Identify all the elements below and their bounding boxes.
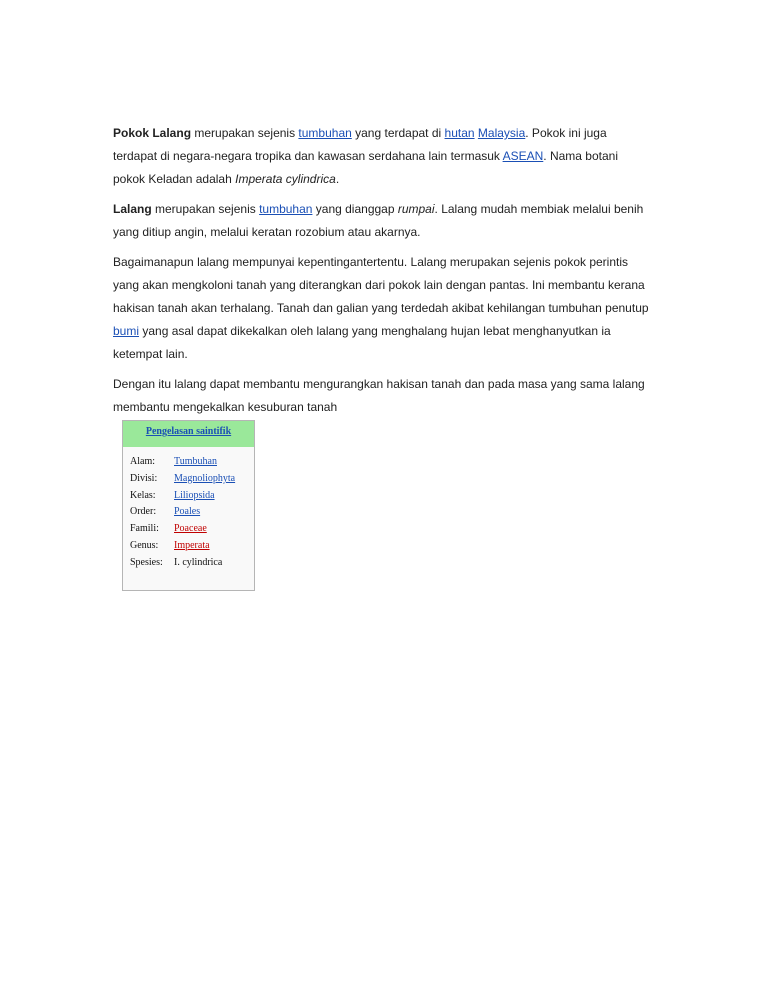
link-asean[interactable]: ASEAN xyxy=(502,149,544,163)
rank-label: Famili: xyxy=(130,523,159,535)
text: . Lalang mudah membiak melalui benih yang ditiup angin, melalui keratan rozobium atau akarnya. xyxy=(113,202,644,239)
text: merupakan sejenis xyxy=(191,126,299,140)
taxonomy-row xyxy=(130,471,254,488)
link-kelas-value[interactable]: Liliopsida xyxy=(174,489,215,501)
text: yang dianggap xyxy=(312,202,398,216)
rank-label: Kelas: xyxy=(130,489,156,501)
taxonomy-row xyxy=(130,454,254,471)
taxonomy-row xyxy=(130,538,254,555)
text: Dengan itu lalang dapat membantu mengurangkan hakisan tanah dan pada masa yang sama lalang membantu mengekalkan kesuburan tanah xyxy=(113,377,645,414)
taxonomy-row xyxy=(130,521,254,538)
taxonomy-row xyxy=(130,488,254,505)
taxonomy-title-link[interactable]: Pengelasan saintifik xyxy=(145,426,232,437)
text: . Nama botani pokok Keladan adalah xyxy=(113,149,618,186)
link-tumbuhan[interactable]: tumbuhan xyxy=(259,202,313,216)
link-divisi-value[interactable]: Magnoliophyta xyxy=(174,472,236,484)
link-bumi[interactable]: bumi xyxy=(113,324,140,338)
taxonomy-row xyxy=(130,555,254,572)
text: Bagaimanapun lalang mempunyai kepentingantertentu. Lalang merupakan sejenis pokok perintis yang akan mengkoloni tanah yang diterangkan dari pokok lain dengan pantas. Ini membantu kerana hakisan tanah akan terhalang. Tanah dan galian yang terdedah akibat kehilangan tumbuhan penutup xyxy=(113,255,649,315)
bold-term: Lalang xyxy=(113,202,152,216)
taxonomy-box xyxy=(122,420,255,591)
rank-label: Divisi: xyxy=(130,472,158,484)
link-alam-value[interactable]: Tumbuhan xyxy=(174,456,217,467)
paragraph-intro xyxy=(113,122,653,191)
species-value: I. cylindrica xyxy=(174,556,223,568)
rank-label: Order: xyxy=(130,506,157,518)
paragraph-conclusion xyxy=(113,373,653,419)
paragraph-importance xyxy=(113,251,653,366)
link-order-value[interactable]: Poales xyxy=(174,506,201,518)
text: merupakan sejenis xyxy=(151,202,260,216)
link-genus-value[interactable]: Imperata xyxy=(174,539,210,551)
article-body xyxy=(113,122,653,426)
link-tumbuhan[interactable]: tumbuhan xyxy=(298,126,352,140)
taxonomy-row xyxy=(130,504,254,521)
text: yang terdapat di xyxy=(351,126,445,140)
botanical-name: Imperata cylindrica xyxy=(235,172,336,186)
bold-term: Pokok Lalang xyxy=(113,126,192,140)
italic-term: rumpai xyxy=(397,202,435,216)
link-malaysia[interactable]: Malaysia xyxy=(477,126,526,140)
taxonomy-rows xyxy=(123,447,254,572)
link-famili-value[interactable]: Poaceae xyxy=(174,523,207,535)
text: yang asal dapat dikekalkan oleh lalang yang menghalang hujan lebat menghanyutkan ia ketempat lain. xyxy=(113,324,611,361)
rank-label: Spesies: xyxy=(130,556,163,568)
text: . xyxy=(335,172,340,186)
text: . Pokok ini juga terdapat di negara-negara tropika dan kawasan serdahana lain termasuk xyxy=(113,126,607,163)
paragraph-lalang xyxy=(113,198,653,244)
rank-label: Alam: xyxy=(130,456,155,467)
rank-label: Genus: xyxy=(130,539,159,551)
link-hutan[interactable]: hutan xyxy=(444,126,475,140)
taxonomy-header xyxy=(123,421,254,447)
